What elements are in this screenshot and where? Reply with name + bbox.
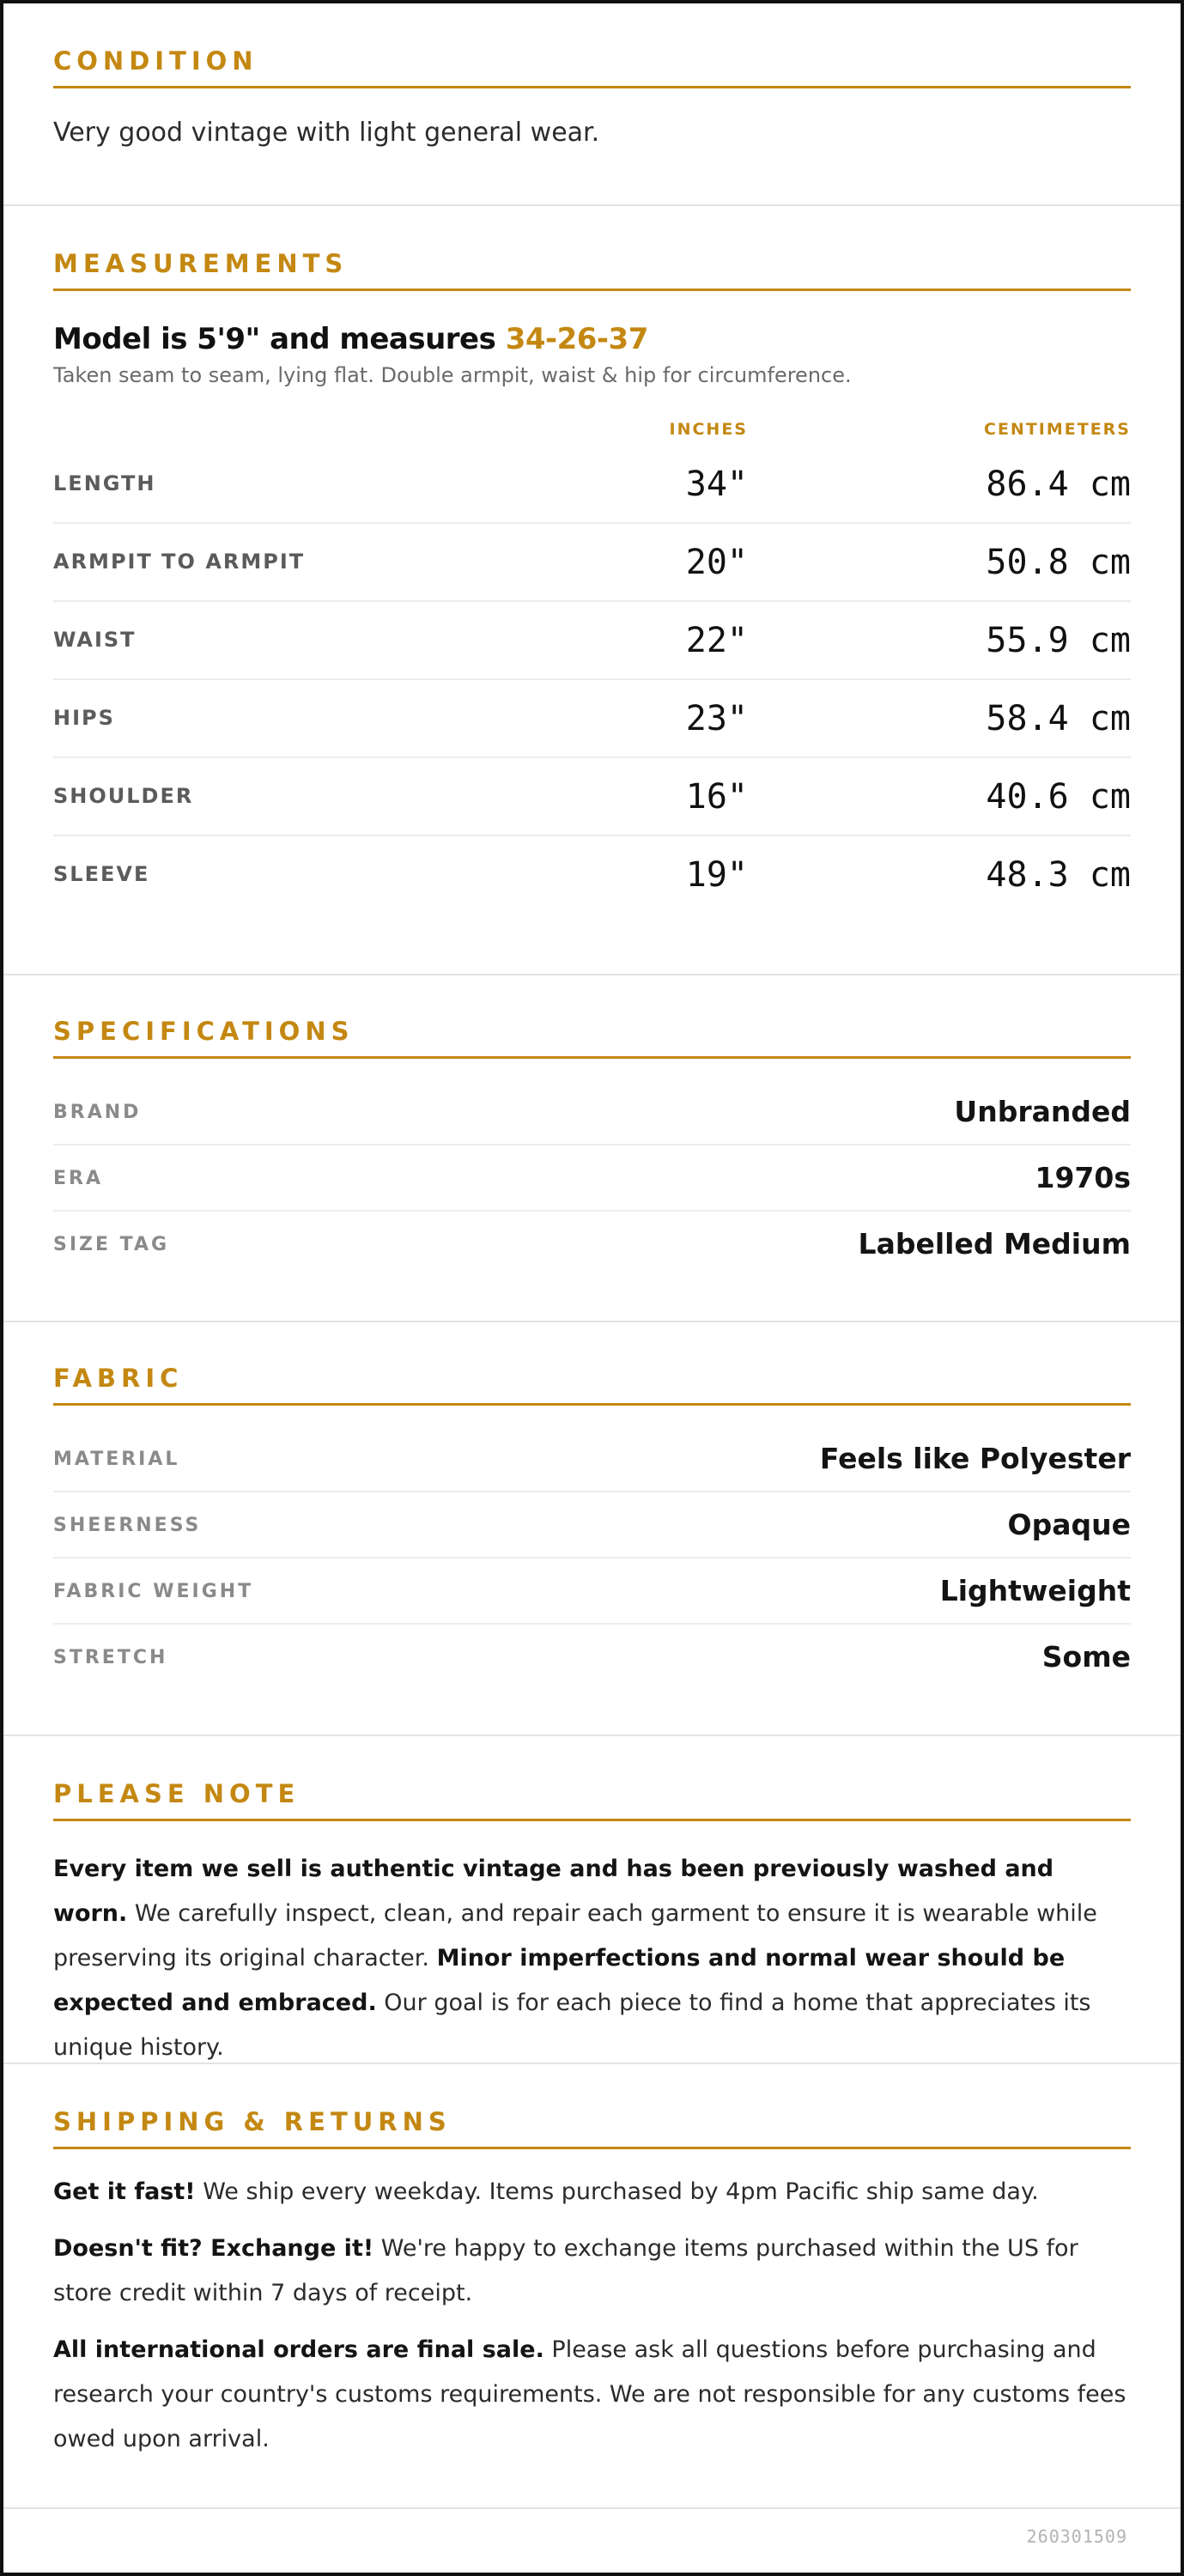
measurement-cm: 58.4 cm	[986, 699, 1131, 738]
measurement-label: ARMPIT TO ARMPIT	[53, 550, 306, 574]
shipping-text: Please ask all questions before purchasing and research your country's customs requirements. We are not responsible for any customs fees owed upon arrival.	[53, 2336, 1126, 2452]
measurement-row-shoulder	[53, 758, 1131, 836]
shipping-text: We're happy to exchange items purchased within the US for store credit within 7 days of receipt.	[53, 2235, 1078, 2306]
spec-row-brand	[53, 1079, 1131, 1145]
fabric-row-material	[53, 1426, 1131, 1492]
measurement-inches: 16"	[685, 777, 748, 817]
shipping-returns-section	[3, 2064, 1181, 2509]
spec-value: Unbranded	[954, 1095, 1131, 1128]
measurement-cm: 50.8 cm	[986, 543, 1131, 582]
measurements-table	[53, 446, 1131, 914]
measurement-row-sleeve	[53, 836, 1131, 914]
fabric-value: Feels like Polyester	[819, 1442, 1131, 1475]
spec-row-era	[53, 1145, 1131, 1212]
measurement-row-hips	[53, 680, 1131, 758]
measurement-cm: 55.9 cm	[986, 621, 1131, 660]
column-header-centimeters: CENTIMETERS	[984, 420, 1131, 439]
fabric-value: Some	[1041, 1640, 1131, 1674]
measurement-row-waist	[53, 602, 1131, 680]
shipping-bold: Doesn't fit? Exchange it!	[53, 2235, 374, 2262]
shipping-returns-title: SHIPPING & RETURNS	[53, 2107, 1131, 2149]
fabric-key: MATERIAL	[53, 1449, 180, 1470]
model-measures-heading	[53, 322, 1131, 356]
please-note-text	[53, 1847, 1131, 2070]
fabric-title: FABRIC	[53, 1364, 1131, 1406]
note-text-1: We carefully inspect, clean, and repair each garment to ensure it is wearable while preserving its original character.	[53, 1900, 1097, 1971]
shipping-text: We ship every weekday. Items purchased by 4pm Pacific ship same day.	[195, 2178, 1039, 2205]
measurement-inches: 19"	[685, 855, 748, 895]
please-note-section	[3, 1736, 1181, 2064]
condition-text: Very good vintage with light general wear.	[53, 118, 600, 148]
fabric-value: Opaque	[1007, 1508, 1131, 1541]
spec-key: SIZE TAG	[53, 1234, 170, 1255]
shipping-returns-body	[53, 2170, 1131, 2462]
fabric-row-stretch	[53, 1625, 1131, 1691]
measurement-cm: 40.6 cm	[986, 777, 1131, 817]
measurement-label: HIPS	[53, 706, 115, 730]
fabric-section	[3, 1322, 1181, 1736]
shipping-paragraph-international	[53, 2328, 1131, 2462]
fabric-value: Lightweight	[939, 1574, 1131, 1607]
measurement-label: WAIST	[53, 628, 137, 652]
specifications-title: SPECIFICATIONS	[53, 1017, 1131, 1059]
measurements-title: MEASUREMENTS	[53, 249, 1131, 291]
spec-row-size-tag	[53, 1212, 1131, 1278]
model-measures-value: 34-26-37	[505, 322, 648, 356]
note-text-2: Our goal is for each piece to find a home that appreciates its unique history.	[53, 1990, 1091, 2061]
condition-title: CONDITION	[53, 46, 1131, 88]
shipping-paragraph-fast	[53, 2170, 1131, 2215]
fabric-list	[53, 1426, 1131, 1691]
measurement-label: SHOULDER	[53, 784, 194, 808]
measurement-inches: 22"	[685, 621, 748, 660]
fabric-row-sheerness	[53, 1492, 1131, 1558]
please-note-title: PLEASE NOTE	[53, 1779, 1131, 1821]
spec-value: Labelled Medium	[858, 1227, 1131, 1261]
measurements-subtitle: Taken seam to seam, lying flat. Double armpit, waist & hip for circumference.	[53, 363, 852, 387]
measurement-label: LENGTH	[53, 471, 156, 495]
measurements-column-headers	[53, 420, 1131, 446]
shipping-bold: All international orders are final sale.	[53, 2336, 544, 2363]
shipping-bold: Get it fast!	[53, 2178, 196, 2205]
measurement-label: SLEEVE	[53, 862, 150, 886]
condition-section	[3, 3, 1181, 206]
column-header-inches: INCHES	[669, 420, 748, 439]
note-bold-1: Every item we sell is authentic vintage and has been previously washed and worn.	[53, 1856, 1054, 1927]
fabric-row-weight	[53, 1558, 1131, 1625]
spec-key: ERA	[53, 1168, 103, 1189]
fabric-key: SHEERNESS	[53, 1515, 202, 1536]
measurement-row-armpit	[53, 524, 1131, 602]
fabric-key: STRETCH	[53, 1647, 168, 1668]
measurement-inches: 20"	[685, 543, 748, 582]
model-prefix: Model is 5'9" and measures	[53, 322, 506, 356]
measurements-section	[3, 206, 1181, 975]
specifications-section	[3, 975, 1181, 1322]
spec-value: 1970s	[1035, 1161, 1131, 1194]
measurement-cm: 86.4 cm	[986, 465, 1131, 504]
fabric-key: FABRIC WEIGHT	[53, 1581, 254, 1602]
measurement-cm: 48.3 cm	[986, 855, 1131, 895]
product-code: 260301509	[1026, 2526, 1127, 2547]
measurement-inches: 34"	[685, 465, 748, 504]
measurement-inches: 23"	[685, 699, 748, 738]
spec-key: BRAND	[53, 1102, 142, 1123]
specifications-list	[53, 1079, 1131, 1278]
measurement-row-length	[53, 446, 1131, 524]
shipping-paragraph-exchange	[53, 2227, 1131, 2316]
note-bold-2: Minor imperfections and normal wear should be expected and embraced.	[53, 1945, 1066, 2016]
